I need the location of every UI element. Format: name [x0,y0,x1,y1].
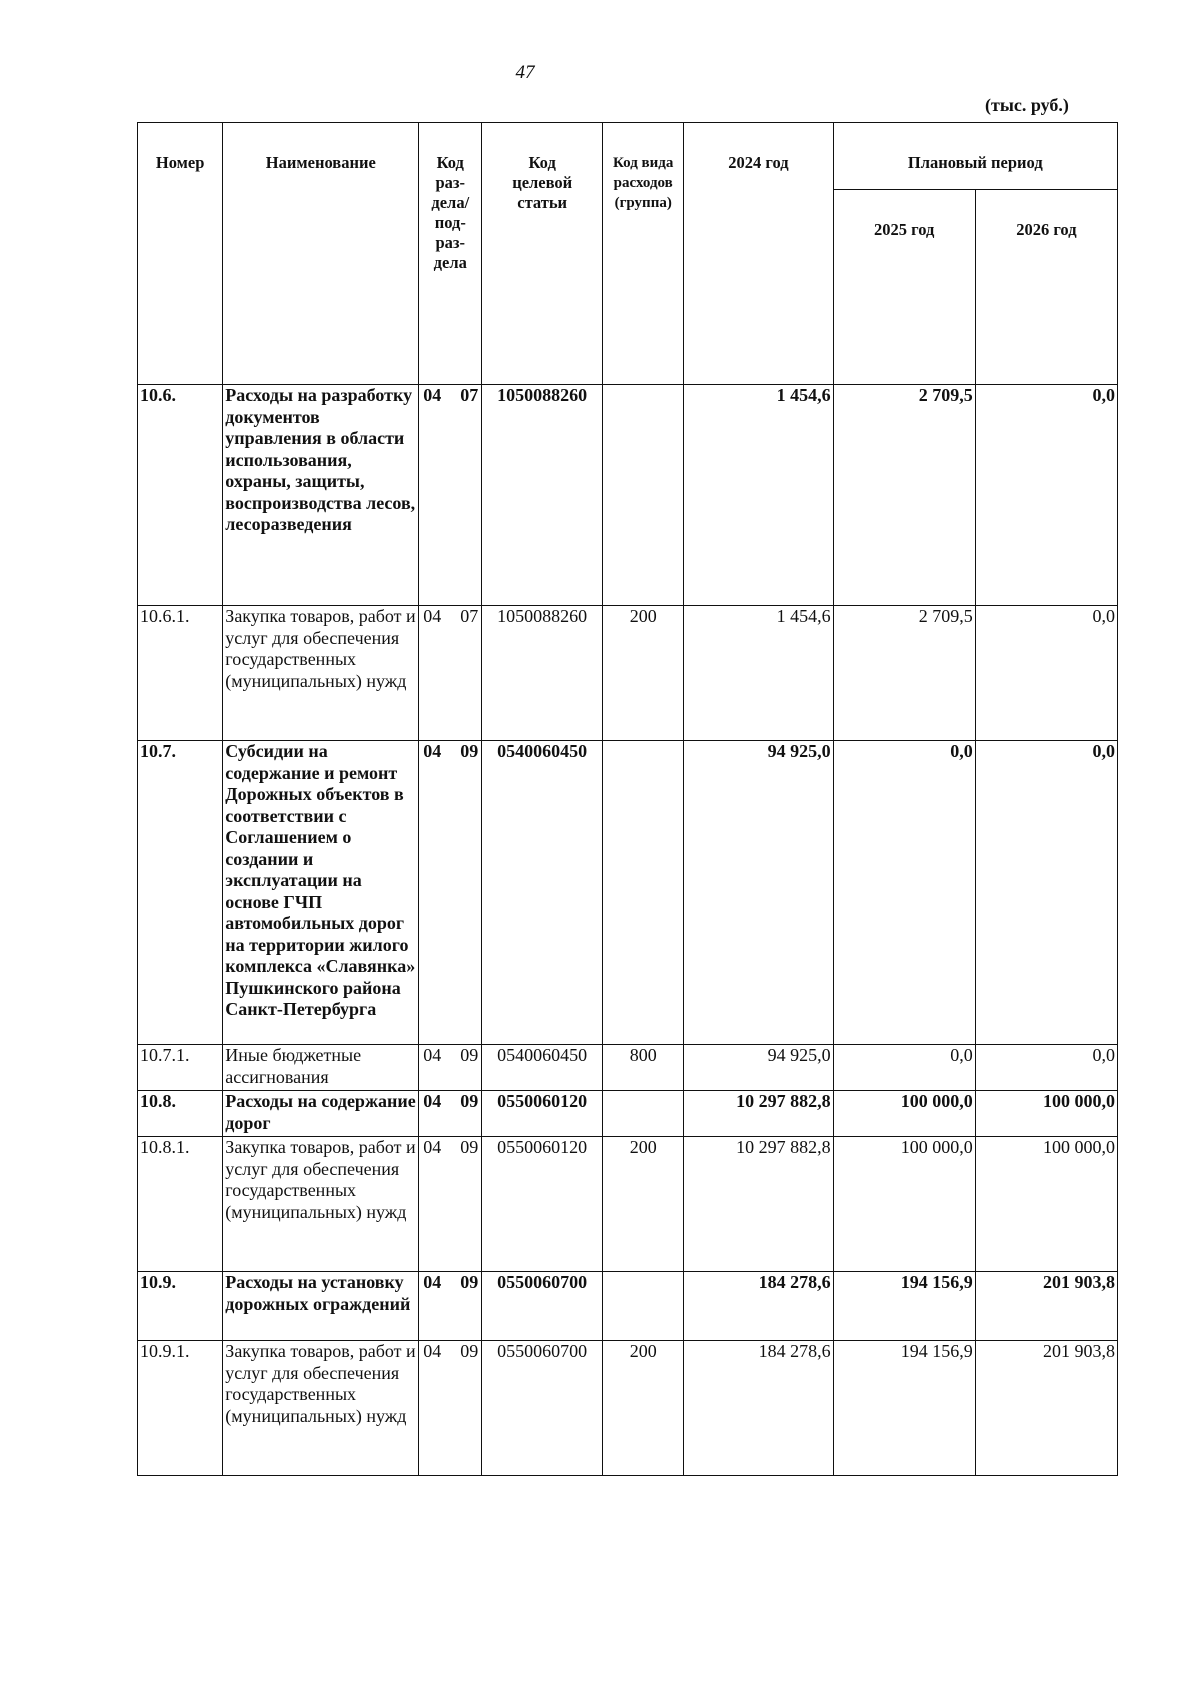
subsection-code: 09 [460,1341,479,1361]
subsection-code: 09 [460,1272,479,1292]
header-year-2026: 2026 год [975,190,1117,385]
row-amount-2026: 0,0 [975,741,1117,1045]
table-row [138,385,1118,606]
row-amount-2026: 201 903,8 [975,1341,1117,1476]
section-code: 04 [423,1272,442,1292]
section-code: 04 [423,741,442,761]
row-amount-2024: 94 925,0 [684,741,833,1045]
table-row [138,1091,1118,1137]
row-amount-2025: 2 709,5 [833,385,975,606]
row-amount-2024: 10 297 882,8 [684,1091,833,1137]
row-section-code [419,741,482,1045]
table-row [138,1045,1118,1091]
row-section-code [419,1045,482,1091]
table-body [138,385,1118,1476]
row-amount-2024: 1 454,6 [684,606,833,741]
row-amount-2024: 184 278,6 [684,1341,833,1476]
header-name: Наименование [223,123,419,385]
header-expense-kind: Код вида расходов (группа) [603,123,684,385]
table-row [138,1272,1118,1341]
row-section-code [419,606,482,741]
row-expense-kind [603,1091,684,1137]
subsection-code: 09 [460,1091,479,1111]
row-expense-kind: 200 [603,1341,684,1476]
row-number: 10.6. [138,385,223,606]
row-amount-2024: 184 278,6 [684,1272,833,1341]
header-planned-period: Плановый период [833,123,1117,190]
row-section-code [419,1341,482,1476]
row-amount-2024: 94 925,0 [684,1045,833,1091]
section-code: 04 [423,1091,442,1111]
row-amount-2026: 0,0 [975,385,1117,606]
row-amount-2025: 194 156,9 [833,1341,975,1476]
row-target-code: 0550060700 [482,1272,603,1341]
row-amount-2026: 100 000,0 [975,1091,1117,1137]
row-amount-2026: 201 903,8 [975,1272,1117,1341]
subsection-code: 09 [460,1137,479,1157]
table-row [138,1137,1118,1272]
section-code: 04 [423,1045,442,1065]
page-number: 47 [515,62,535,83]
row-name: Расходы на установку дорожных ограждений [223,1272,419,1341]
header-section-code: Код раз- дела/ под- раз- дела [419,123,482,385]
row-expense-kind: 200 [603,1137,684,1272]
row-amount-2026: 100 000,0 [975,1137,1117,1272]
row-section-code [419,1272,482,1341]
section-code: 04 [423,1137,442,1157]
row-target-code: 0550060700 [482,1341,603,1476]
subsection-code: 07 [460,606,479,626]
row-target-code: 0540060450 [482,1045,603,1091]
row-number: 10.9. [138,1272,223,1341]
row-amount-2024: 10 297 882,8 [684,1137,833,1272]
row-amount-2025: 100 000,0 [833,1137,975,1272]
section-code: 04 [423,1341,442,1361]
row-amount-2024: 1 454,6 [684,385,833,606]
row-amount-2025: 2 709,5 [833,606,975,741]
row-expense-kind [603,1272,684,1341]
table-row [138,606,1118,741]
table-row [138,1341,1118,1476]
row-name: Иные бюджетные ассигнования [223,1045,419,1091]
row-number: 10.8. [138,1091,223,1137]
row-number: 10.8.1. [138,1137,223,1272]
row-amount-2025: 0,0 [833,1045,975,1091]
section-code: 04 [423,606,442,626]
subsection-code: 09 [460,1045,479,1065]
row-amount-2025: 0,0 [833,741,975,1045]
row-name: Субсидии на содержание и ремонт Дорожных объектов в соответствии с Соглашением о создании и эксплуатации на основе ГЧП автомобильных дорог на территории жилого комплекса «Славянка» Пушкинского района Санкт-Петербурга [223,741,419,1045]
row-number: 10.9.1. [138,1341,223,1476]
row-number: 10.7.1. [138,1045,223,1091]
row-name: Закупка товаров, работ и услуг для обеспечения государственных (муниципальных) нужд [223,1341,419,1476]
row-section-code [419,1091,482,1137]
row-expense-kind [603,741,684,1045]
row-number: 10.6.1. [138,606,223,741]
row-name: Закупка товаров, работ и услуг для обеспечения государственных (муниципальных) нужд [223,1137,419,1272]
budget-table [137,122,1118,1476]
row-number: 10.7. [138,741,223,1045]
row-target-code: 1050088260 [482,385,603,606]
row-expense-kind [603,385,684,606]
row-name: Расходы на содержание дорог [223,1091,419,1137]
row-amount-2026: 0,0 [975,1045,1117,1091]
units-label: (тыс. руб.) [985,95,1069,115]
row-expense-kind: 800 [603,1045,684,1091]
table-row [138,741,1118,1045]
row-target-code: 1050088260 [482,606,603,741]
row-amount-2025: 100 000,0 [833,1091,975,1137]
header-year-2024: 2024 год [684,123,833,385]
section-code: 04 [423,385,442,405]
header-number: Номер [138,123,223,385]
header-target-code: Код целевой статьи [482,123,603,385]
row-section-code [419,1137,482,1272]
subsection-code: 07 [460,385,479,405]
header-year-2025: 2025 год [833,190,975,385]
row-expense-kind: 200 [603,606,684,741]
row-target-code: 0550060120 [482,1137,603,1272]
row-target-code: 0550060120 [482,1091,603,1137]
row-name: Закупка товаров, работ и услуг для обеспечения государственных (муниципальных) нужд [223,606,419,741]
subsection-code: 09 [460,741,479,761]
row-target-code: 0540060450 [482,741,603,1045]
row-name: Расходы на разработку документов управления в области использования, охраны, защиты, воспроизводства лесов, лесоразведения [223,385,419,606]
row-section-code [419,385,482,606]
row-amount-2025: 194 156,9 [833,1272,975,1341]
row-amount-2026: 0,0 [975,606,1117,741]
